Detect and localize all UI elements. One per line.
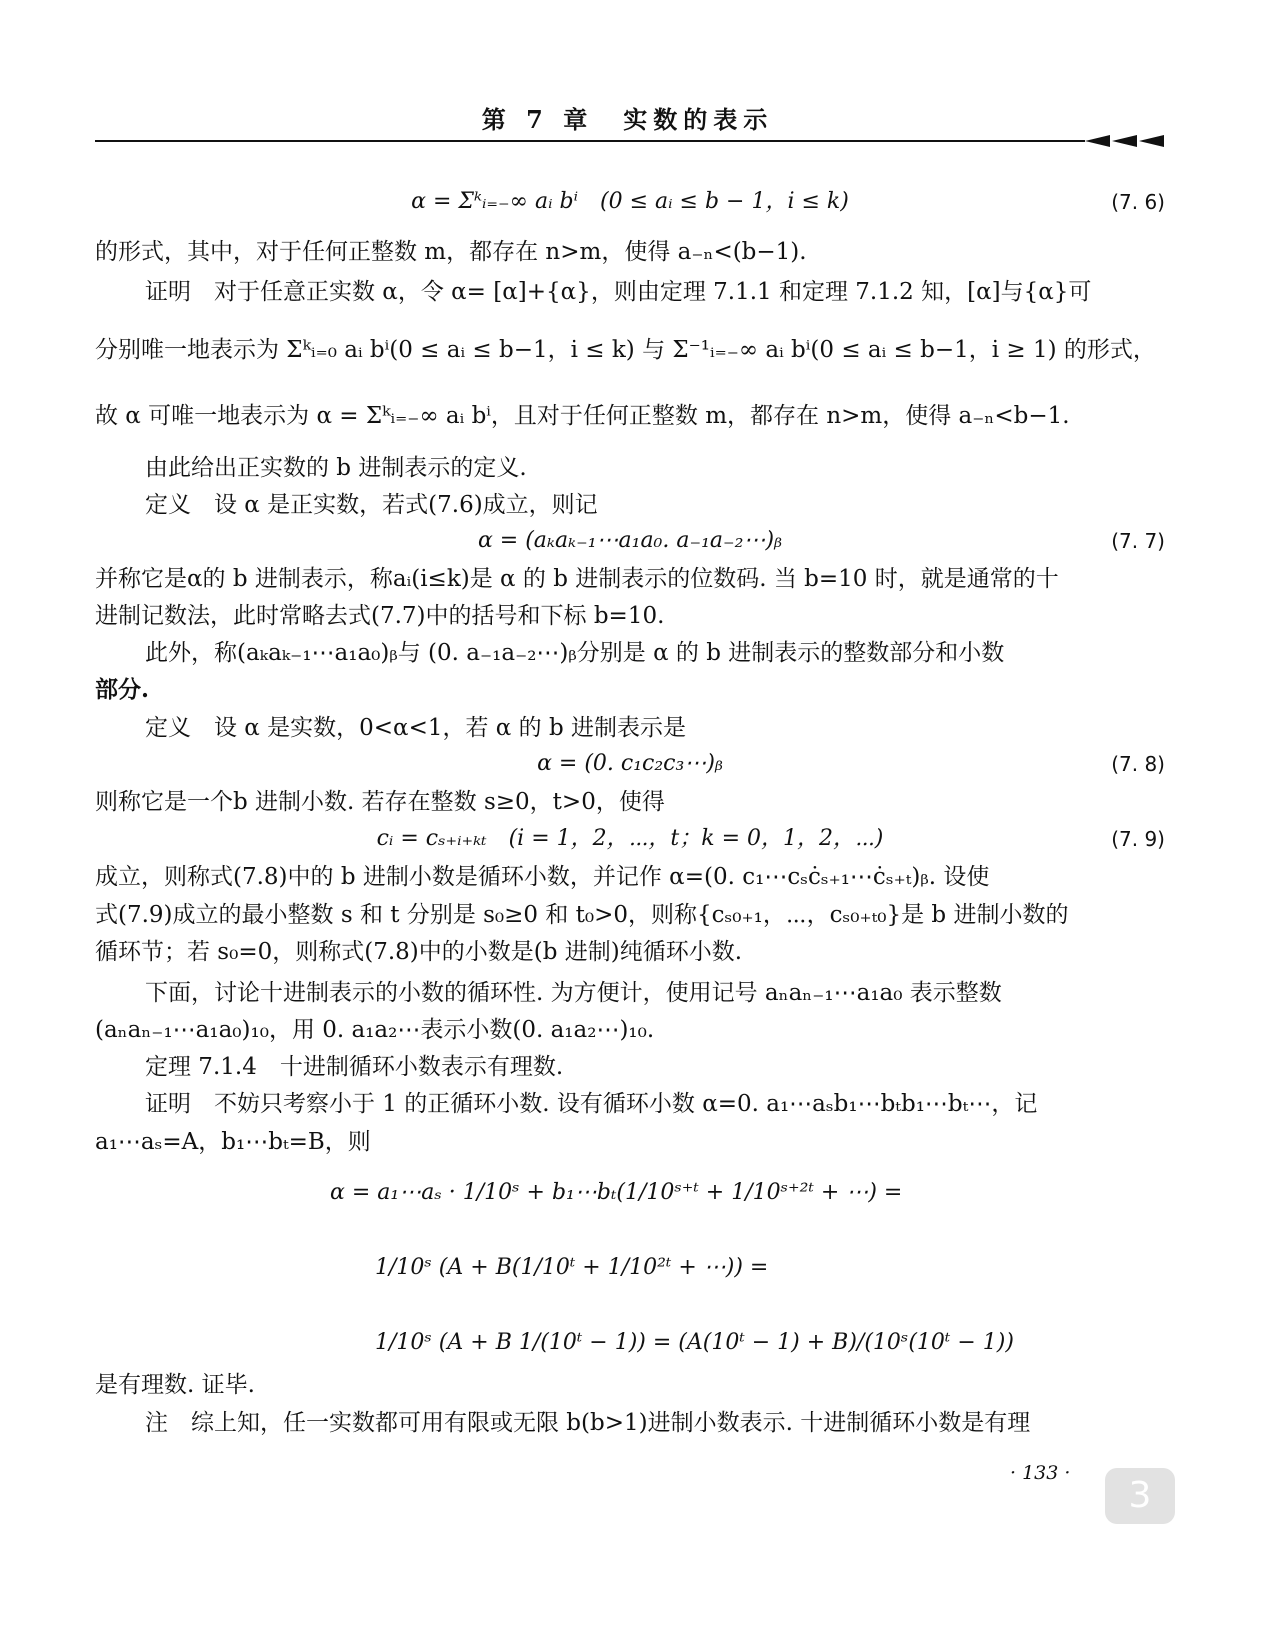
- text-line: 并称它是α的 b 进制表示，称aᵢ(i≤k)是 α 的 b 进制表示的位数码. 当 b=10 时，就是通常的十: [95, 566, 1059, 592]
- header-arrows-icon: [1085, 133, 1165, 149]
- note-line: 注 综上知，任一实数都可用有限或无限 b(b>1)进制小数表示. 十进制循环小数是有理: [145, 1410, 1031, 1436]
- text-line: 成立，则称式(7.8)中的 b 进制小数是循环小数，并记作 α=(0. c₁⋯cₛċₛ₊₁⋯ċₛ₊ₜ)ᵦ. 设使: [95, 864, 990, 890]
- text-line: a₁⋯aₛ=A，b₁⋯bₜ=B，则: [95, 1129, 371, 1155]
- equation-7-8: α = (0. c₁c₂c₃⋯)ᵦ (7. 8): [537, 751, 1165, 776]
- text-line: 分别唯一地表示为 Σᵏᵢ₌₀ aᵢ bⁱ(0 ≤ aᵢ ≤ b−1，i ≤ k) 与 Σ⁻¹ᵢ₌₋∞ aᵢ bⁱ(0 ≤ aᵢ ≤ b−1，i ≥ 1) 的形式，: [95, 337, 1156, 363]
- equation-7-6: α = Σᵏᵢ₌₋∞ aᵢ bⁱ (0 ≤ aᵢ ≤ b − 1，i ≤ k) (7. 6): [411, 189, 1165, 214]
- chapter-header: [95, 100, 1160, 150]
- text-line: 的形式，其中，对于任何正整数 m，都存在 n>m，使得 a₋ₙ<(b−1).: [95, 239, 807, 265]
- text-line: 下面，讨论十进制表示的小数的循环性. 为方便计，使用记号 aₙaₙ₋₁⋯a₁a₀ 表示整数: [145, 980, 1002, 1006]
- equation-7-7: α = (aₖaₖ₋₁⋯a₁a₀. a₋₁a₋₂⋯)ᵦ (7. 7): [477, 528, 1165, 553]
- definition-line: 定义 设 α 是正实数，若式(7.6)成立，则记: [145, 492, 598, 518]
- text-line: (aₙaₙ₋₁⋯a₁a₀)₁₀，用 0. a₁a₂⋯表示小数(0. a₁a₂⋯)₁₀.: [95, 1017, 655, 1043]
- text-line: 部分.: [95, 676, 150, 703]
- equation-7-9: cᵢ = cₛ₊ᵢ₊ₖₜ (i = 1，2，⋯，t；k = 0，1，2，⋯) (7. 9): [376, 826, 1165, 851]
- header-rule: [95, 140, 1085, 142]
- text-line: 进制记数法，此时常略去式(7.7)中的括号和下标 b=10.: [95, 603, 665, 629]
- text-line: 是有理数. 证毕.: [95, 1372, 255, 1398]
- page-badge: 3: [1105, 1468, 1175, 1524]
- derivation-line: 1/10ˢ (A + B(1/10ᵗ + 1/10²ᵗ + ⋯)) =: [375, 1255, 769, 1280]
- proof-line: 证明 对于任意正实数 α，令 α= [α]+{α}，则由定理 7.1.1 和定理 7.1.2 知，[α]与{α}可: [145, 279, 1092, 305]
- proof-line: 证明 不妨只考察小于 1 的正循环小数. 设有循环小数 α=0. a₁⋯aₛb₁⋯bₜb₁⋯bₜ⋯，记: [145, 1091, 1038, 1117]
- derivation-line: 1/10ˢ (A + B 1/(10ᵗ − 1)) = (A(10ᵗ − 1) + B)/(10ˢ(10ᵗ − 1)): [375, 1330, 1014, 1355]
- text-line: 故 α 可唯一地表示为 α = Σᵏᵢ₌₋∞ aᵢ bⁱ，且对于任何正整数 m，都存在 n>m，使得 a₋ₙ<b−1.: [95, 403, 1070, 429]
- text-line: 循环节；若 s₀=0，则称式(7.8)中的小数是(b 进制)纯循环小数.: [95, 939, 743, 965]
- text-line: 则称它是一个b 进制小数. 若存在整数 s≥0，t>0，使得: [95, 789, 665, 815]
- text-line: 由此给出正实数的 b 进制表示的定义.: [145, 455, 527, 481]
- derivation-line: α = a₁⋯aₛ · 1/10ˢ + b₁⋯bₜ(1/10ˢ⁺ᵗ + 1/10ˢ⁺²ᵗ + ⋯) =: [330, 1180, 903, 1205]
- theorem-line: 定理 7.1.4 十进制循环小数表示有理数.: [145, 1054, 564, 1080]
- text-line: 式(7.9)成立的最小整数 s 和 t 分别是 s₀≥0 和 t₀>0，则称{cₛ₀₊₁，⋯，cₛ₀₊ₜ₀}是 b 进制小数的: [95, 902, 1069, 928]
- chapter-title: 第 7 章 实数的表示: [481, 105, 774, 134]
- definition-line: 定义 设 α 是实数，0<α<1，若 α 的 b 进制表示是: [145, 715, 686, 741]
- text-line: 此外，称(aₖaₖ₋₁⋯a₁a₀)ᵦ与 (0. a₋₁a₋₂⋯)ᵦ分别是 α 的 b 进制表示的整数部分和小数: [145, 640, 1005, 666]
- page-number: · 133 ·: [1010, 1462, 1071, 1484]
